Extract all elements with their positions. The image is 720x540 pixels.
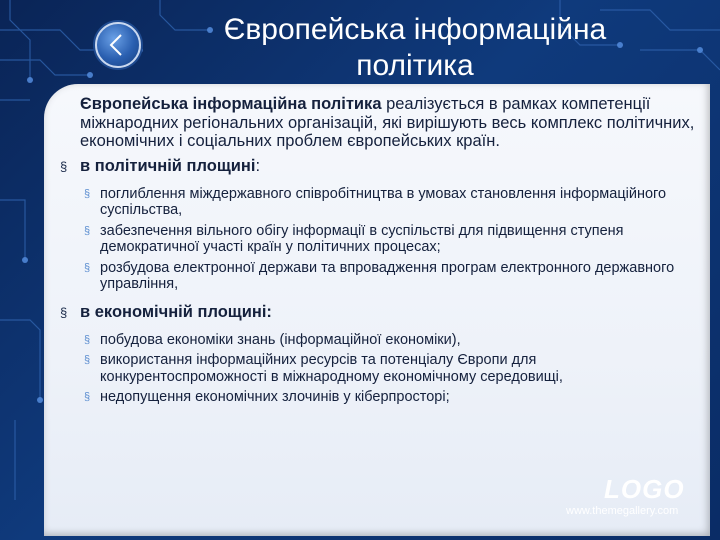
title-line-1: Європейська інформаційна bbox=[223, 13, 607, 46]
sub-bullet-icon: § bbox=[84, 391, 91, 403]
bullet-economic bbox=[60, 303, 700, 322]
bullet-icon: § bbox=[60, 158, 68, 174]
logo: LOGO bbox=[604, 474, 685, 504]
intro-paragraph bbox=[80, 95, 700, 151]
bullet-political bbox=[60, 157, 700, 176]
back-button[interactable] bbox=[95, 22, 141, 68]
list-item-text: забезпечення вільного обігу інформації в суспільстві для підвищення ступеня демократичної участі країн у політичних процесах; bbox=[100, 222, 624, 255]
list-item-text: поглиблення міждержавного співробітництва в умовах становлення інформаційного суспільства, bbox=[100, 185, 667, 218]
website-link[interactable]: www.themegallery.com bbox=[566, 505, 679, 517]
bullet-heading-suffix: : bbox=[255, 156, 261, 175]
list-item bbox=[60, 352, 700, 385]
list-item bbox=[60, 186, 700, 219]
list-item-text: недопущення економічних злочинів у кіберпросторі; bbox=[100, 389, 450, 405]
bullet-icon: § bbox=[60, 304, 68, 320]
bullet-heading: в економічній площині: bbox=[80, 302, 272, 321]
list-item bbox=[60, 389, 700, 406]
intro-bold: Європейська інформаційна політика bbox=[80, 95, 382, 113]
sub-bullet-icon: § bbox=[84, 333, 91, 346]
sub-bullet-icon: § bbox=[84, 224, 91, 237]
slide-title bbox=[150, 12, 680, 84]
sub-bullet-icon: § bbox=[84, 187, 91, 200]
slide-content bbox=[60, 95, 700, 406]
title-line-2: політика bbox=[356, 49, 474, 82]
sub-bullet-icon: § bbox=[84, 261, 91, 274]
list-item bbox=[60, 223, 700, 256]
list-item-text: побудова економіки знань (інформаційної економіки), bbox=[100, 331, 461, 348]
list-item-text: використання інформаційних ресурсів та потенціалу Європи для конкурентоспроможності в міжнародному економічному середовищі, bbox=[100, 352, 563, 385]
chevron-left-icon bbox=[97, 24, 139, 66]
bullet-heading: в політичній площині bbox=[80, 156, 256, 175]
list-item-text: розбудова електронної держави та впровадження програм електронного державного управління, bbox=[100, 259, 675, 292]
sub-bullet-icon: § bbox=[84, 354, 91, 366]
list-item bbox=[60, 260, 700, 293]
list-item bbox=[60, 332, 700, 349]
intro-text: реалізується в рамках компетенції міжнародних регіональних організацій, які вирішують весь комплекс політичних, економічних і соціальних проблем європейських країн. bbox=[80, 95, 695, 150]
